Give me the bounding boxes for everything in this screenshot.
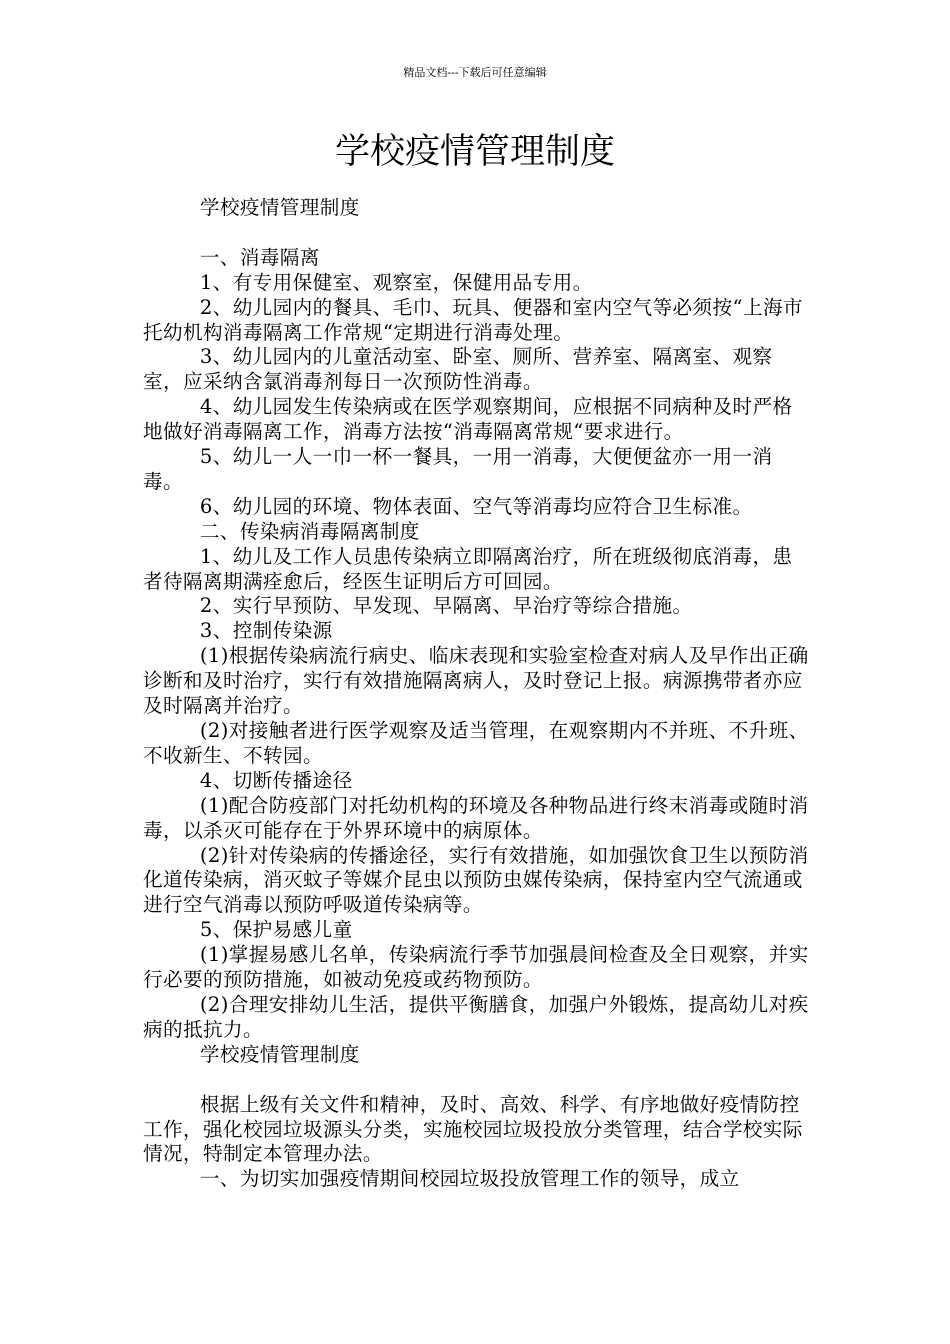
paragraph: (1)根据传染病流行病史、临床表现和实验室检查对病人及早作出正确诊断和及时治疗，实行有效措施隔离病人，及时登记上报。病源携带者亦应及时隔离并治疗。	[143, 644, 809, 718]
paragraph: 一、为切实加强疫情期间校园垃圾投放管理工作的领导，成立	[199, 1167, 740, 1191]
document-body	[143, 196, 811, 1192]
paragraph: 1、有专用保健室、观察室，保健用品专用。	[199, 270, 593, 294]
second-subtitle-paragraph: 学校疫情管理制度	[199, 1042, 360, 1066]
paragraph: (2)合理安排幼儿生活，提供平衡膳食，加强户外锻炼，提高幼儿对疾病的抵抗力。	[143, 992, 809, 1041]
subsection-heading: 3、控制传染源	[199, 619, 333, 643]
paragraph: 1、幼儿及工作人员患传染病立即隔离治疗，所在班级彻底消毒，患者待隔离期满痊愈后，经医生证明后方可回园。	[143, 544, 793, 593]
paragraph: 根据上级有关文件和精神，及时、高效、科学、有序地做好疫情防控工作，强化校园垃圾源头分类，实施校园垃圾投放分类管理，结合学校实际情况，特制定本管理办法。	[143, 1092, 803, 1166]
subsection-heading: 5、保护易感儿童	[199, 918, 353, 942]
subsection-heading: 4、切断传播途径	[199, 768, 353, 792]
section-heading: 二、传染病消毒隔离制度	[199, 519, 420, 543]
paragraph: 4、幼儿园发生传染病或在医学观察期间，应根据不同病种及时严格地做好消毒隔离工作，消毒方法按“消毒隔离常规“要求进行。	[143, 395, 793, 444]
section-heading: 一、消毒隔离	[199, 245, 320, 269]
page-header-note: 精品文档---下载后可任意编辑	[403, 66, 547, 79]
paragraph: 6、幼儿园的环境、物体表面、空气等消毒均应符合卫生标准。	[199, 494, 753, 518]
paragraph: 3、幼儿园内的儿童活动室、卧室、厕所、营养室、隔离室、观察室，应采纳含氯消毒剂每日一次预防性消毒。	[143, 345, 773, 394]
paragraph: (2)针对传染病的传播途径，实行有效措施，如加强饮食卫生以预防消化道传染病，消灭蚊子等媒介昆虫以预防虫媒传染病，保持室内空气流通或进行空气消毒以预防呼吸道传染病等。	[143, 843, 809, 917]
paragraph: (2)对接触者进行医学观察及适当管理，在观察期内不并班、不升班、不收新生、不转园。	[143, 719, 809, 767]
paragraph: (1)配合防疫部门对托幼机构的环境及各种物品进行终末消毒或随时消毒，以杀灭可能存在于外界环境中的病原体。	[143, 793, 809, 842]
document-title: 学校疫情管理制度	[334, 132, 615, 172]
paragraph: 2、实行早预防、早发现、早隔离、早治疗等综合措施。	[199, 594, 693, 618]
subtitle-paragraph: 学校疫情管理制度	[199, 196, 360, 219]
paragraph: 2、幼儿园内的餐具、毛巾、玩具、便器和室内空气等必须按“上海市托幼机构消毒隔离工作常规“定期进行消毒处理。	[143, 295, 803, 344]
paragraph: (1)掌握易感儿名单，传染病流行季节加强晨间检查及全日观察，并实行必要的预防措施，如被动免疫或药物预防。	[143, 943, 809, 992]
paragraph: 5、幼儿一人一巾一杯一餐具，一用一消毒，大便便盆亦一用一消毒。	[143, 445, 773, 493]
